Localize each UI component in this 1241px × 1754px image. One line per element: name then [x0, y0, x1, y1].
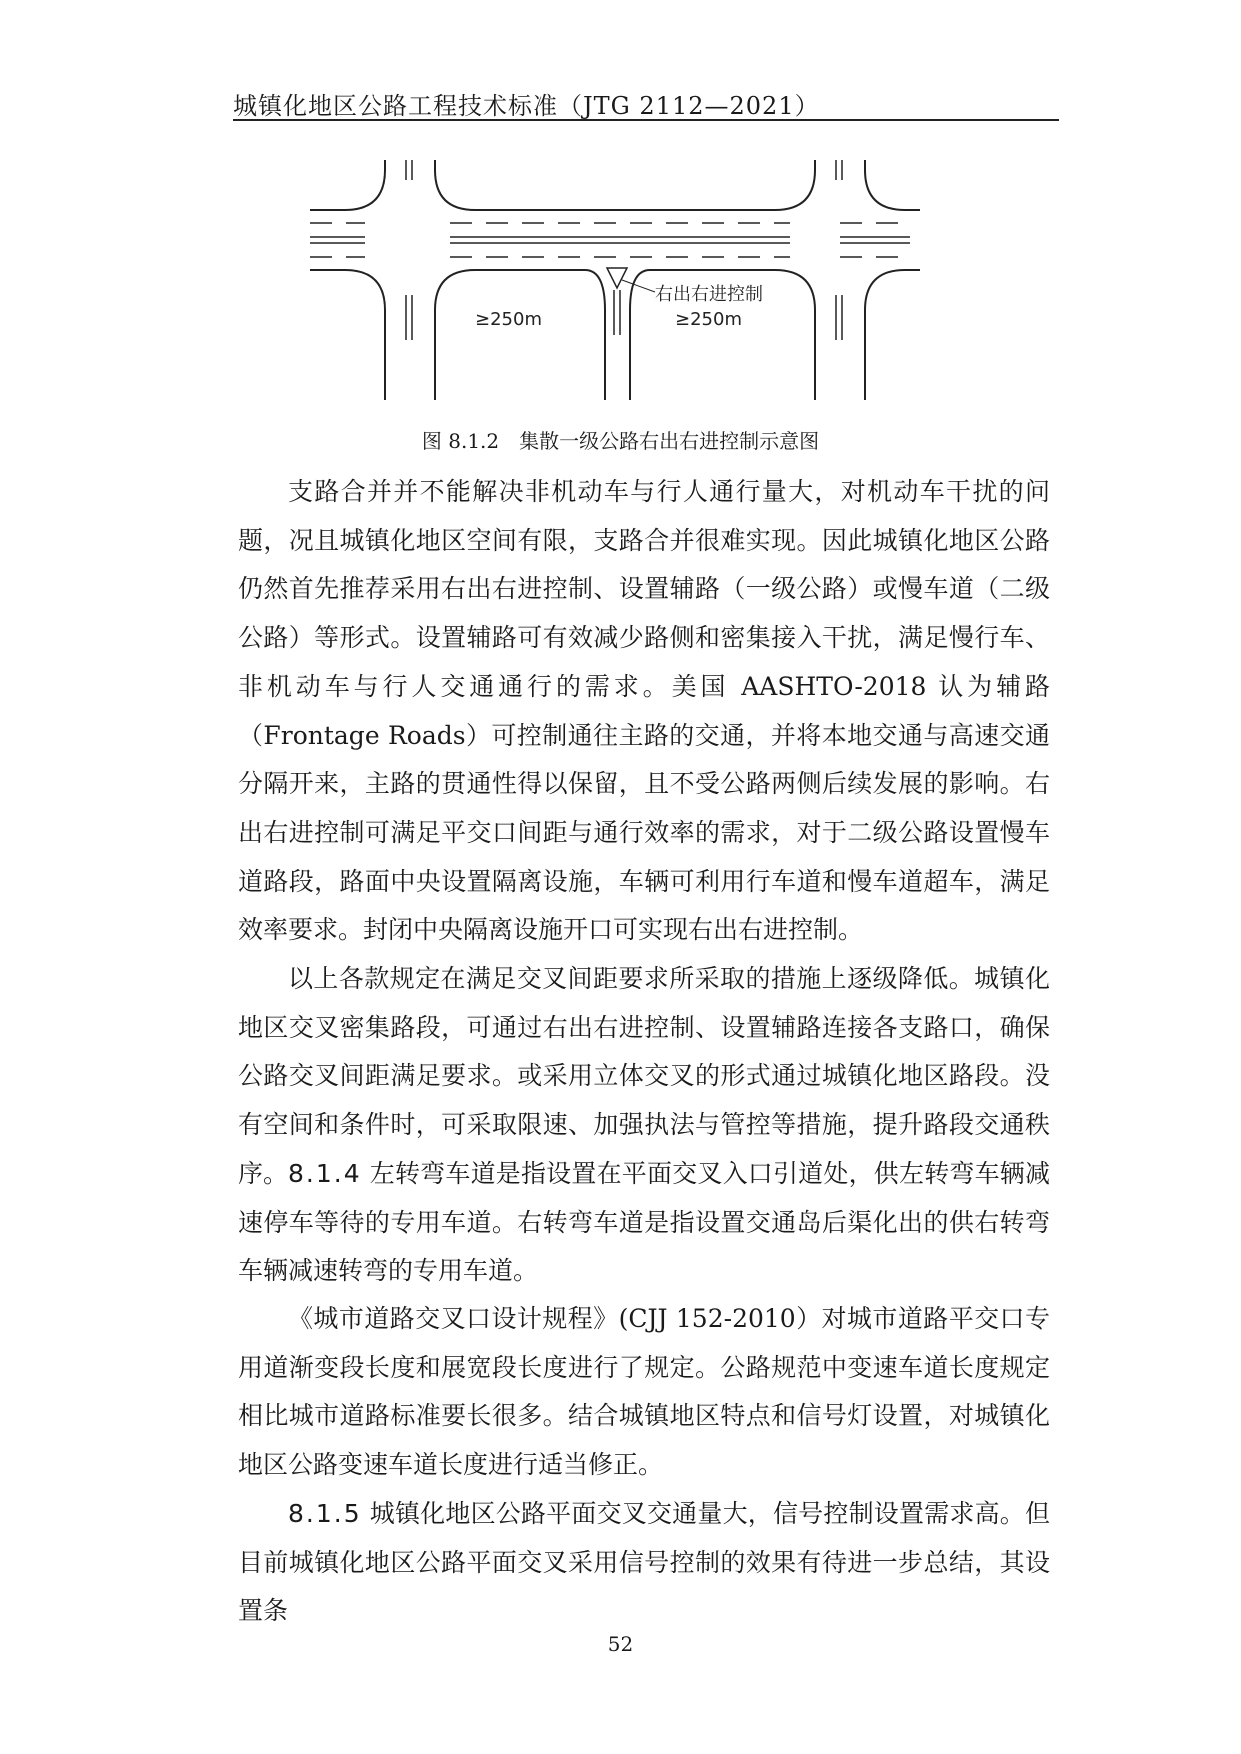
- paragraph-5-text: 城镇化地区公路平面交叉交通量大，信号控制设置需求高。但目前城镇化地区公路平面交叉采用信号控制的效果有待进一步总结，其设置条: [238, 1499, 1050, 1626]
- paragraph-3-text: 左转弯车道是指设置在平面交叉入口引道处，供左转弯车辆减速停车等待的专用车道。右转弯车道是指设置交通岛后渠化出的供右转弯车辆减速转弯的专用车道。: [238, 1159, 1050, 1286]
- intersection-diagram: [300, 160, 920, 405]
- paragraph-5: [238, 1490, 1050, 1636]
- section-number-8-1-5: 8.1.5: [288, 1499, 362, 1528]
- control-label: 右出右进控制: [655, 284, 763, 305]
- road-layout-svg: [300, 160, 920, 405]
- section-number-8-1-4: 8.1.4: [288, 1159, 362, 1188]
- header-rule: [233, 119, 1059, 121]
- spacing-label-left: ≥250m: [475, 309, 542, 330]
- paragraph-1: 支路合并并不能解决非机动车与行人通行量大，对机动车干扰的问题，况且城镇化地区空间有限，支路合并很难实现。因此城镇化地区公路仍然首先推荐采用右出右进控制、设置辅路（一级公路）或慢车道（二级公路）等形式。设置辅路可有效减少路侧和密集接入干扰，满足慢行车、非机动车与行人交通通行的需求。美国 AASHTO-2018 认为辅路（Frontage Roads）可控制通往主路的交通，并将本地交通与高速交通分隔开来，主路的贯通性得以保留，且不受公路两侧后续发展的影响。右出右进控制可满足平交口间距与通行效率的需求，对于二级公路设置慢车道路段，路面中央设置隔离设施，车辆可利用行车道和慢车道超车，满足效率要求。封闭中央隔离设施开口可实现右出右进控制。: [238, 477, 1050, 945]
- spacing-label-right: ≥250m: [675, 309, 742, 330]
- figure-caption: 图 8.1.2 集散一级公路右出右进控制示意图: [421, 429, 820, 453]
- paragraph-3: [238, 1150, 1050, 1296]
- paragraph-2: 以上各款规定在满足交叉间距要求所采取的措施上逐级降低。城镇化地区交叉密集路段，可通过右出右进控制、设置辅路连接各支路口，确保公路交叉间距满足要求。或采用立体交叉的形式通过城镇化地区路段。没有空间和条件时，可采取限速、加强执法与管控等措施，提升路段交通秩序。: [238, 964, 1050, 1188]
- running-header: 城镇化地区公路工程技术标准（JTG 2112—2021）: [233, 92, 820, 120]
- channelizing-island: [607, 268, 627, 288]
- paragraph-4: 《城市道路交叉口设计规程》(CJJ 152-2010）对城市道路平交口专用道渐变段长度和展宽段长度进行了规定。公路规范中变速车道长度规定相比城市道路标准要长很多。结合城镇地区特点和信号灯设置，对城镇化地区公路变速车道长度进行适当修正。: [238, 1304, 1050, 1480]
- page-number: 52: [607, 1632, 634, 1656]
